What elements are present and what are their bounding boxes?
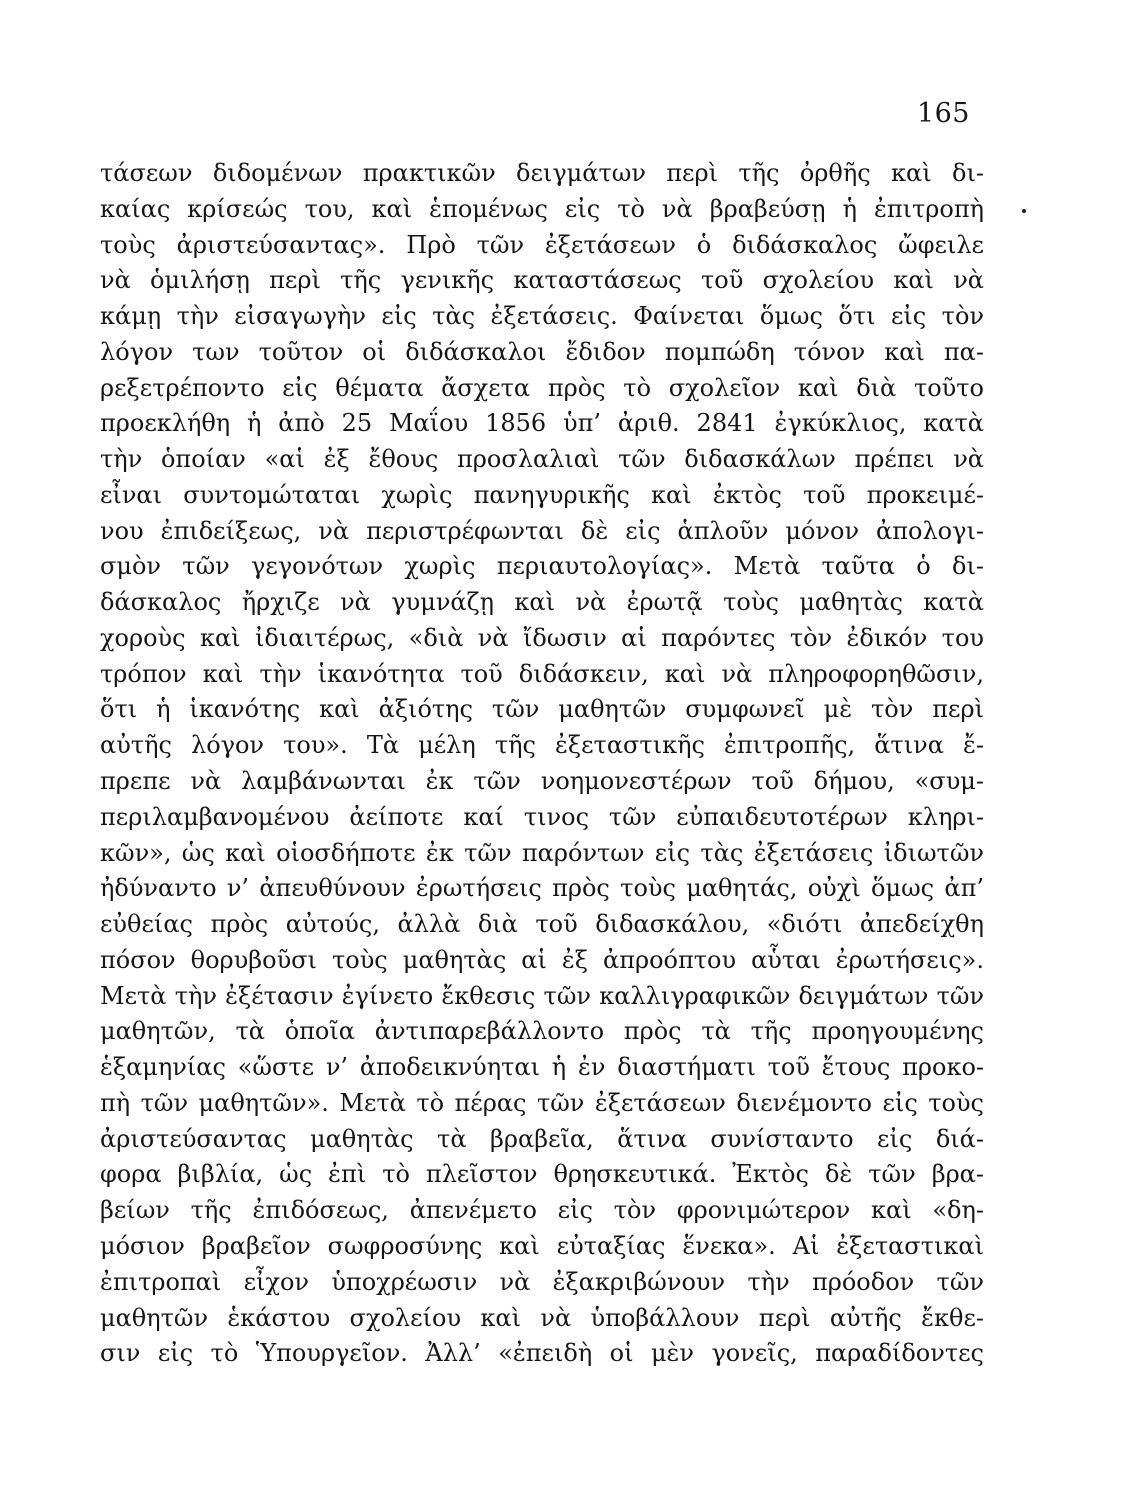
text-line: προεκλήθη ἡ ἀπὸ 25 Μαΐου 1856 ὑπ’ ἀριθ. 2841 ἐγκύκλιος, κατὰ	[100, 409, 984, 438]
text-line: πρεπε νὰ λαμβάνωνται ἐκ τῶν νοημονεστέρων τοῦ δήμου, «συμ-	[100, 767, 984, 796]
page-number: 165	[916, 98, 970, 129]
text-line: νου ἐπιδείξεως, νὰ περιστρέφωνται δὲ εἰς ἁπλοῦν μόνον ἀπολογι-	[100, 516, 984, 545]
text-line: πὴ τῶν μαθητῶν». Μετὰ τὸ πέρας τῶν ἐξετάσεων διενέμοντο εἰς τοὺς	[100, 1088, 984, 1117]
text-line: ἑξαμηνίας «ὥστε ν’ ἀποδεικνύηται ἡ ἐν διαστήματι τοῦ ἔτους προκο-	[100, 1053, 984, 1082]
text-line: καίας κρίσεώς του, καὶ ἑπομένως εἰς τὸ νὰ βραβεύσῃ ἡ ἐπιτροπὴ	[100, 194, 984, 223]
text-line: ἠδύναντο ν’ ἀπευθύνουν ἐρωτήσεις πρὸς τοὺς μαθητάς, οὐχὶ ὅμως ἀπ’	[100, 874, 984, 903]
text-line: τοὺς ἀριστεύσαντας». Πρὸ τῶν ἐξετάσεων ὁ διδάσκαλος ὤφειλε	[100, 230, 984, 259]
text-line: σμὸν τῶν γεγονότων χωρὶς περιαυτολογίας». Μετὰ ταῦτα ὁ δι-	[100, 552, 984, 581]
text-line: λόγον των τοῦτον οἱ διδάσκαλοι ἔδιδον πομπώδη τόνον καὶ πα-	[100, 337, 984, 366]
text-line: κῶν», ὡς καὶ οἱοσδήποτε ἐκ τῶν παρόντων εἰς τὰς ἐξετάσεις ἰδιωτῶν	[100, 838, 984, 867]
text-line: εὐθείας πρὸς αὐτούς, ἀλλὰ διὰ τοῦ διδασκάλου, «διότι ἀπεδείχθη	[100, 910, 984, 939]
text-line: νὰ ὁμιλήσῃ περὶ τῆς γενικῆς καταστάσεως τοῦ σχολείου καὶ νὰ	[100, 266, 984, 295]
body-text	[100, 156, 984, 1372]
text-line: ἐπιτροπαὶ εἶχον ὑποχρέωσιν νὰ ἐξακριβώνουν τὴν πρόοδον τῶν	[100, 1267, 984, 1296]
text-line: περιλαμβανομένου ἀείποτε καί τινος τῶν εὐπαιδευτοτέρων κληρι-	[100, 802, 984, 831]
text-line: μαθητῶν ἑκάστου σχολείου καὶ νὰ ὑποβάλλουν περὶ αὐτῆς ἔκθε-	[100, 1303, 984, 1332]
text-line: ὅτι ἡ ἱκανότης καὶ ἀξιότης τῶν μαθητῶν συμφωνεῖ μὲ τὸν περὶ	[100, 695, 984, 724]
text-line: βείων τῆς ἐπιδόσεως, ἀπενέμετο εἰς τὸν φρονιμώτερον καὶ «δη-	[100, 1196, 984, 1225]
text-line: χοροὺς καὶ ἰδιαιτέρως, «διὰ νὰ ἴδωσιν αἱ παρόντες τὸν ἐδικόν του	[100, 623, 984, 652]
text-line: φορα βιβλία, ὡς ἐπὶ τὸ πλεῖστον θρησκευτικά. Ἐκτὸς δὲ τῶν βρα-	[100, 1160, 984, 1189]
ink-speck	[1022, 209, 1026, 213]
text-line: τὴν ὁποίαν «αἱ ἐξ ἔθους προσλαλιαὶ τῶν διδασκάλων πρέπει νὰ	[100, 445, 984, 474]
text-line: τρόπον καὶ τὴν ἱκανότητα τοῦ διδάσκειν, καὶ νὰ πληροφορηθῶσιν,	[100, 659, 984, 688]
text-line: δάσκαλος ἤρχιζε νὰ γυμνάζῃ καὶ νὰ ἐρωτᾷ τοὺς μαθητὰς κατὰ	[100, 588, 984, 617]
text-line: ἀριστεύσαντας μαθητὰς τὰ βραβεῖα, ἅτινα συνίσταντο εἰς διά-	[100, 1124, 984, 1153]
text-line: κάμῃ τὴν εἰσαγωγὴν εἰς τὰς ἐξετάσεις. Φαίνεται ὅμως ὅτι εἰς τὸν	[100, 302, 984, 331]
text-line: μαθητῶν, τὰ ὁποῖα ἀντιπαρεβάλλοντο πρὸς τὰ τῆς προηγουμένης	[100, 1017, 984, 1046]
text-line: ρεξετρέποντο εἰς θέματα ἄσχετα πρὸς τὸ σχολεῖον καὶ διὰ τοῦτο	[100, 373, 984, 402]
text-line: αὐτῆς λόγον του». Τὰ μέλη τῆς ἐξεταστικῆς ἐπιτροπῆς, ἅτινα ἔ-	[100, 731, 984, 760]
text-line: σιν εἰς τὸ Ὑπουργεῖον. Ἀλλ’ «ἐπειδὴ οἱ μὲν γονεῖς, παραδίδοντες	[100, 1339, 984, 1368]
text-line: πόσον θορυβοῦσι τοὺς μαθητὰς αἱ ἐξ ἀπροόπτου αὗται ἐρωτήσεις».	[100, 945, 984, 974]
text-line: τάσεων διδομένων πρακτικῶν δειγμάτων περὶ τῆς ὀρθῆς καὶ δι-	[100, 159, 984, 187]
text-line: μόσιον βραβεῖον σωφροσύνης καὶ εὐταξίας ἕνεκα». Αἱ ἐξεταστικαὶ	[100, 1231, 984, 1260]
text-line: εἶναι συντομώταται χωρὶς πανηγυρικῆς καὶ ἐκτὸς τοῦ προκειμέ-	[100, 480, 984, 509]
text-line: Μετὰ τὴν ἐξέτασιν ἐγίνετο ἔκθεσις τῶν καλλιγραφικῶν δειγμάτων τῶν	[100, 981, 984, 1010]
